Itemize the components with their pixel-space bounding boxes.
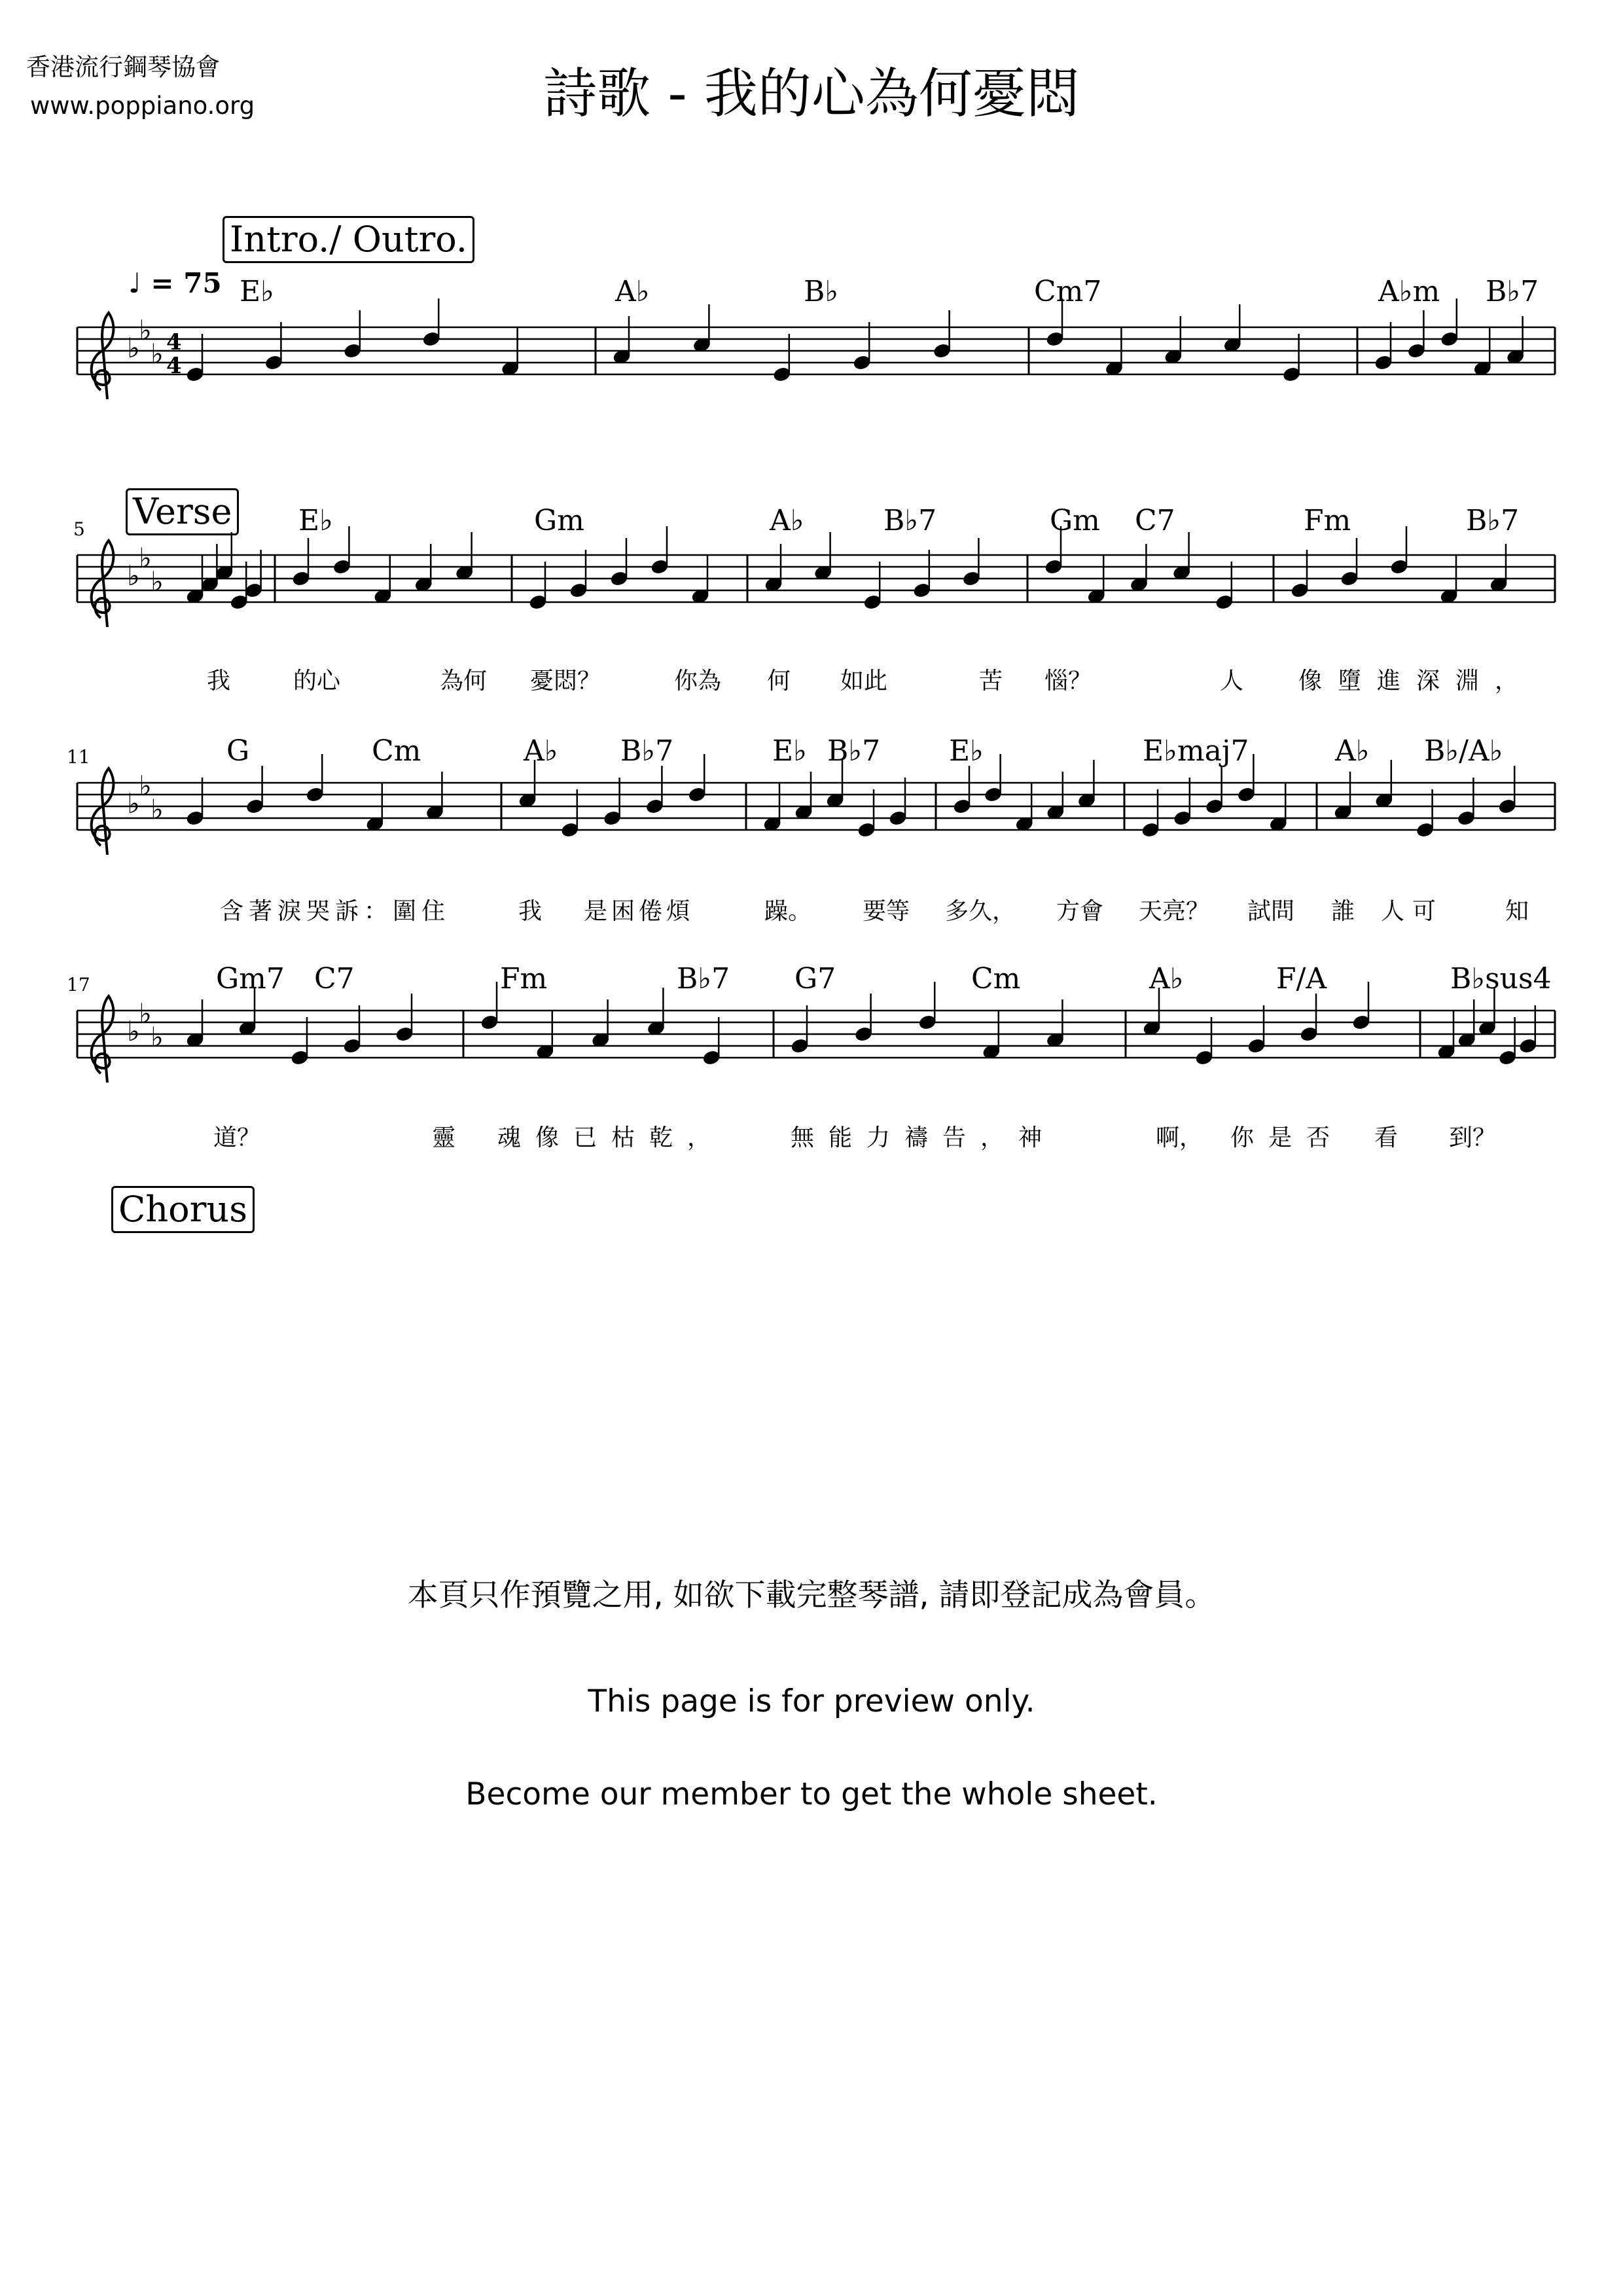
brand-name: 香港流行鋼琴協會 [26,53,220,81]
lyric: 我 [518,898,543,925]
chord-symbol: Cm [372,734,421,768]
chord-symbol: B♭/A♭ [1424,734,1503,768]
lyric: 何 [767,668,791,694]
flat-sign: ♭ [139,997,152,1030]
lyric: 魂像已枯乾， [497,1124,726,1151]
chord-symbol: E♭ [298,504,333,537]
preview-notice-en: This page is for preview only. [588,1683,1035,1719]
chord-symbol: G [226,734,250,768]
lyric: 含著淚哭訴：圍住 [220,898,451,925]
lyric: 知 [1505,898,1529,925]
lyric: 惱？ [1044,668,1092,694]
flat-sign: ♭ [139,770,152,802]
lyric: 到？ [1449,1124,1497,1151]
lyric: 為何 [440,668,488,694]
member-notice-en: Become our member to get the whole sheet. [465,1776,1158,1812]
lyric: 人可 [1381,898,1444,925]
chord-symbol: A♭ [770,504,804,537]
flat-sign: ♭ [127,332,140,364]
brand-url[interactable]: www.poppiano.org [30,92,255,120]
page-title: 詩歌 - 我的心為何憂悶 [543,63,1080,125]
chord-symbol: Gm [534,504,584,537]
chord-symbol: B♭sus4 [1450,962,1552,996]
lyric: 多久， [945,898,1016,925]
lyric: 看 [1374,1124,1399,1151]
flat-sign: ♭ [151,565,164,598]
chord-symbol: B♭7 [883,504,937,537]
chord-symbol: B♭7 [677,962,730,996]
lyric: 如此 [840,668,888,694]
flat-sign: ♭ [127,787,140,819]
lyric: 你為 [674,668,722,694]
chord-symbol: B♭7 [620,734,674,768]
chord-symbol: C7 [1135,504,1175,537]
flat-sign: ♭ [127,560,140,592]
chord-symbol: E♭ [949,734,984,768]
chord-symbol: E♭ [240,275,274,308]
chord-symbol: Cm7 [1034,275,1102,308]
chord-symbol: A♭ [1149,962,1184,996]
lyric: 憂悶？ [530,668,601,694]
time-signature: 4 [166,329,182,355]
measure-number: 5 [73,518,85,540]
chord-symbol: F/A [1276,962,1327,996]
chord-symbol: G7 [794,962,836,996]
tempo-marking: ♩ = 75 [128,267,222,299]
measure-number: 11 [67,746,90,768]
flat-sign: ♭ [127,1015,140,1047]
lyric: 要等 [863,898,910,925]
lyric: 誰 [1331,898,1355,925]
lyric: 你是否 [1230,1124,1345,1151]
chord-symbol: B♭7 [1466,504,1520,537]
treble-clef [92,541,114,627]
lyric: 躁。 [764,898,812,925]
lyric: 無能力禱告，神 [791,1124,1057,1151]
section-intro-outro: Intro./ Outro. [223,216,474,263]
chord-symbol: Gm [1050,504,1100,537]
lyric: 天亮？ [1139,898,1210,925]
section-chorus: Chorus [111,1186,255,1233]
measure-number: 17 [67,974,90,996]
treble-clef [92,768,114,855]
lyric: 試問 [1247,898,1295,925]
chord-symbol: C7 [314,962,355,996]
chord-symbol: Cm [971,962,1021,996]
chord-symbol: B♭7 [827,734,881,768]
treble-clef [92,996,114,1083]
chord-symbol: A♭m [1378,275,1440,308]
treble-clef [92,313,114,399]
flat-sign: ♭ [139,314,152,346]
lyric: 是困倦煩 [584,898,694,925]
lyric: 啊， [1156,1124,1204,1151]
flat-sign: ♭ [139,542,152,574]
flat-sign: ♭ [151,338,164,370]
chord-symbol: E♭maj7 [1143,734,1249,768]
section-verse: Verse [126,488,239,535]
chord-symbol: E♭ [772,734,807,768]
chord-symbol: Gm7 [216,962,285,996]
lyric: 人 [1220,668,1244,694]
preview-notice-zh: 本頁只作預覽之用, 如欲下載完整琴譜, 請即登記成為會員。 [407,1577,1216,1613]
flat-sign: ♭ [151,1021,164,1053]
chord-symbol: B♭ [804,275,839,308]
chord-symbol: A♭ [524,734,558,768]
chord-symbol: Fm [1304,504,1351,537]
lyric: 靈 [432,1124,456,1151]
chord-symbol: A♭ [1335,734,1370,768]
lyric: 我 [207,668,231,694]
chord-symbol: Fm [500,962,548,996]
lyric: 像墮進深淵， [1298,668,1535,694]
lyric: 方會 [1056,898,1104,925]
chord-symbol: B♭7 [1486,275,1539,308]
lyric: 的心 [293,668,341,694]
time-signature: 4 [166,353,182,379]
lyric: 苦 [979,668,1003,694]
lyric: 道？ [213,1124,261,1151]
chord-symbol: A♭ [615,275,650,308]
flat-sign: ♭ [151,793,164,825]
